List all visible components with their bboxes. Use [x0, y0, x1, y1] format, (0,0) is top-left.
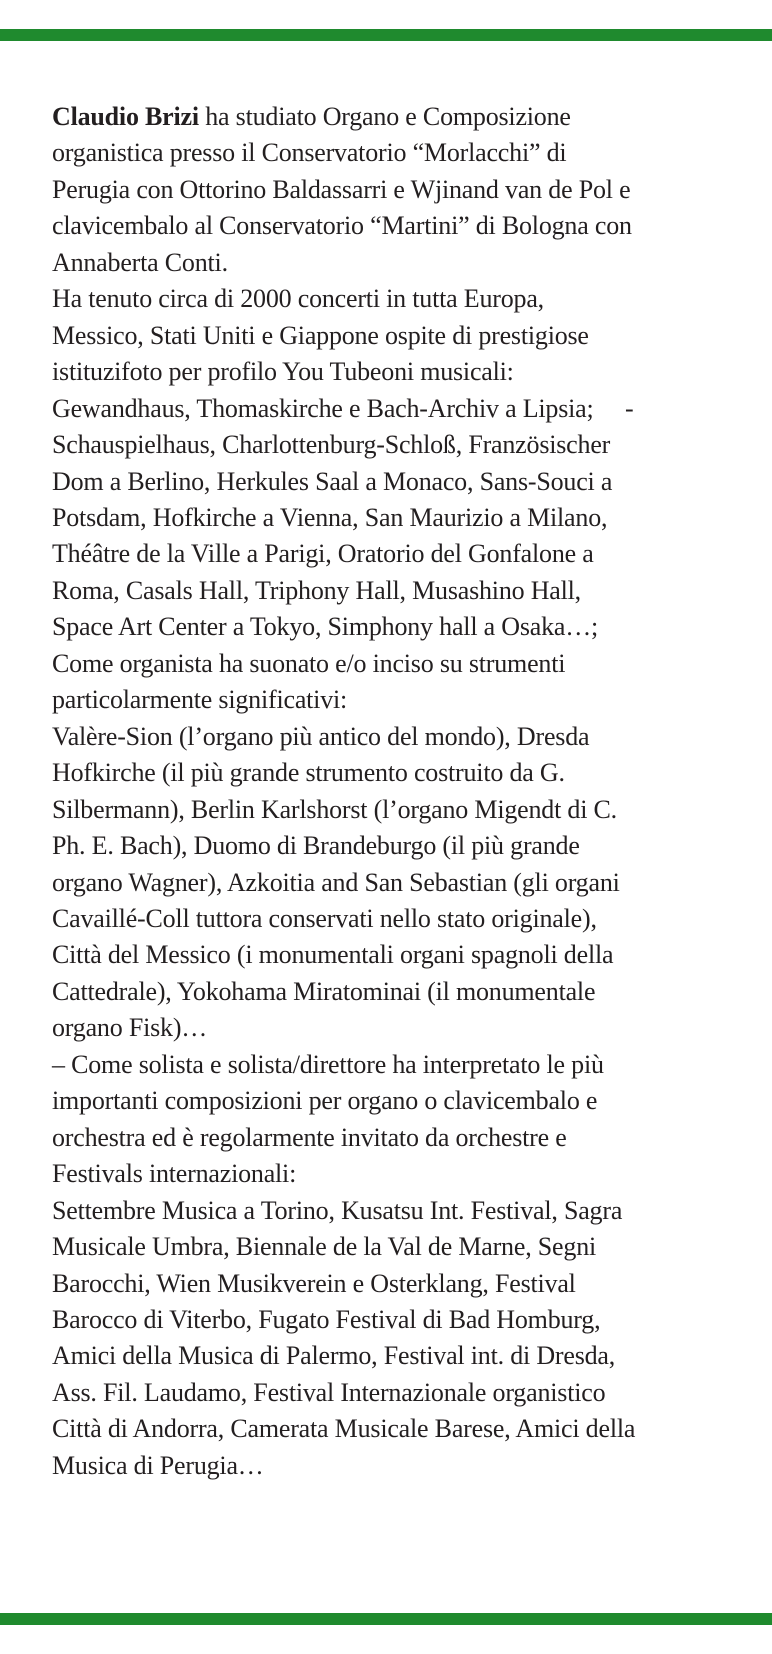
bio-line: organo Wagner), Azkoitia and San Sebastian (gli organi — [52, 867, 620, 897]
bio-line: Potsdam, Hofkirche a Vienna, San Maurizio a Milano, — [52, 502, 608, 532]
bio-line: Ph. E. Bach), Duomo di Brandeburgo (il più grande — [52, 831, 580, 861]
bio-line: – Come solista e solista/direttore ha interpretato le più — [52, 1049, 604, 1079]
bio-line: Messico, Stati Uniti e Giappone ospite di prestigiose — [52, 320, 589, 350]
bio-line: Perugia con Ottorino Baldassarri e Wjinand van de Pol e — [52, 174, 631, 204]
bio-line: Dom a Berlino, Herkules Saal a Monaco, Sans-Souci a — [52, 466, 613, 496]
bio-line: Valère-Sion (l’organo più antico del mondo), Dresda — [52, 721, 590, 751]
bio-paragraph-lines — [52, 135, 752, 1484]
bio-line: Città del Messico (i monumentali organi spagnoli della — [52, 940, 614, 970]
biography-text — [52, 99, 752, 1484]
bio-line: Annaberta Conti. — [52, 247, 228, 277]
bio-line: Città di Andorra, Camerata Musicale Barese, Amici della — [52, 1414, 636, 1444]
bio-line: Roma, Casals Hall, Triphony Hall, Musashino Hall, — [52, 575, 581, 605]
bio-line: Amici della Musica di Palermo, Festival int. di Dresda, — [52, 1341, 616, 1371]
bio-line: Cattedrale), Yokohama Miratominai (il monumentale — [52, 976, 596, 1006]
bio-first-line-rest: ha studiato Organo e Composizione — [198, 102, 571, 131]
bio-line: particolarmente significativi: — [52, 685, 348, 715]
bio-line: Ass. Fil. Laudamo, Festival Internazionale organistico — [52, 1377, 606, 1407]
bio-line: Silbermann), Berlin Karlshorst (l’organo Migendt di C. — [52, 794, 617, 824]
artist-name: Claudio Brizi — [52, 102, 199, 131]
bio-line: clavicembalo al Conservatorio “Martini” di Bologna con — [52, 211, 632, 241]
top-green-rule — [0, 29, 772, 41]
bio-line: Cavaillé-Coll tuttora conservati nello stato originale), — [52, 903, 597, 933]
bio-line: organo Fisk)… — [52, 1013, 208, 1043]
bio-line: Schauspielhaus, Charlottenburg-Schloß, Französischer — [52, 430, 611, 460]
bio-line: organistica presso il Conservatorio “Morlacchi” di — [52, 138, 567, 168]
bottom-green-rule — [0, 1613, 772, 1625]
bio-line: Come organista ha suonato e/o inciso su strumenti — [52, 648, 566, 678]
bio-line: istituzifoto per profilo You Tubeoni musicali: — [52, 357, 514, 387]
bio-line: Space Art Center a Tokyo, Simphony hall a Osaka…; — [52, 612, 599, 642]
bio-line: Festivals internazionali: — [52, 1159, 297, 1189]
bio-line: importanti composizioni per organo o clavicembalo e — [52, 1086, 598, 1116]
bio-first-line — [52, 99, 752, 135]
bio-line: Barocco di Viterbo, Fugato Festival di Bad Homburg, — [52, 1304, 601, 1334]
bio-line: Gewandhaus, Thomaskirche e Bach-Archiv a Lipsia; - — [52, 393, 634, 423]
bio-line: Théâtre de la Ville a Parigi, Oratorio del Gonfalone a — [52, 539, 594, 569]
bio-line: Musicale Umbra, Biennale de la Val de Marne, Segni — [52, 1232, 597, 1262]
bio-line: Hofkirche (il più grande strumento costruito da G. — [52, 758, 565, 788]
bio-line: Ha tenuto circa di 2000 concerti in tutta Europa, — [52, 284, 544, 314]
bio-line: orchestra ed è regolarmente invitato da orchestre e — [52, 1122, 567, 1152]
bio-line: Musica di Perugia… — [52, 1450, 264, 1480]
bio-line: Settembre Musica a Torino, Kusatsu Int. Festival, Sagra — [52, 1195, 623, 1225]
bio-line: Barocchi, Wien Musikverein e Osterklang, Festival — [52, 1268, 576, 1298]
